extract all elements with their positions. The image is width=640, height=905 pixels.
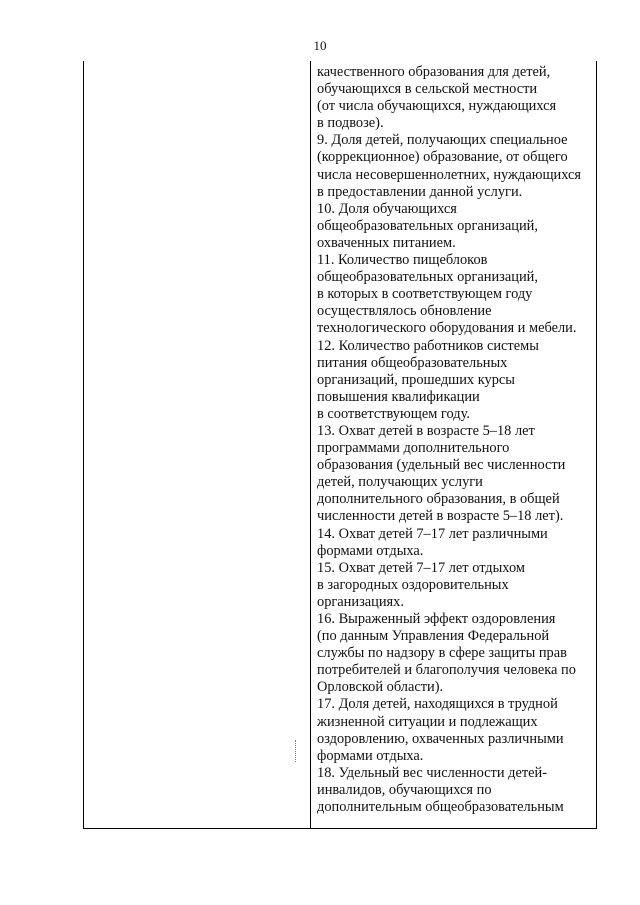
indicator-text-line: в которых в соответствующем году (317, 286, 533, 303)
indicator-text-line: общеобразовательных организаций, (317, 269, 538, 286)
page-number: 10 (313, 38, 327, 53)
indicator-text-line: питания общеобразовательных (317, 354, 508, 371)
scan-artifact-mark (295, 740, 296, 762)
indicator-text-line: 14. Охват детей 7–17 лет различными (317, 525, 548, 542)
indicator-text-line: 16. Выраженный эффект оздоровления (317, 611, 556, 627)
indicator-text-line: инвалидов, обучающихся по (317, 781, 492, 798)
indicator-text-line: общеобразовательных организаций, (317, 217, 538, 234)
indicator-text-line: службы по надзору в сфере защиты прав (317, 645, 567, 662)
indicator-text-line: 11. Количество пищеблоков (317, 252, 488, 269)
indicator-text-line: (от числа обучающихся, нуждающихся (317, 98, 557, 115)
indicator-text-line: организаций, прошедших курсы (317, 371, 515, 388)
column-divider (310, 61, 311, 828)
indicator-text-line: 9. Доля детей, получающих специальное (317, 132, 568, 149)
table-left-cell (84, 61, 310, 828)
indicator-text-line: 10. Доля обучающихся (317, 200, 457, 217)
indicator-text-line: программами дополнительного (317, 440, 510, 457)
indicator-text-line: формами отдыха. (317, 747, 424, 764)
indicator-text-line: детей, получающих услуги (317, 474, 483, 491)
indicator-text-line: 17. Доля детей, находящихся в трудной (317, 696, 558, 713)
indicator-text-line: 12. Количество работников системы (317, 337, 539, 354)
indicator-text-line: жизненной ситуации и подлежащих (317, 713, 538, 730)
indicator-text-line: потребителей и благополучия человека по (317, 662, 576, 679)
indicator-text-line: Орловской области). (317, 679, 444, 696)
indicator-text-line: числа несовершеннолетних, нуждающихся (317, 166, 582, 183)
indicator-text-line: в соответствующем году. (317, 405, 470, 422)
indicator-text-line: оздоровлению, охваченных различными (317, 730, 564, 747)
indicator-text-line: повышения квалификации (317, 388, 480, 405)
indicator-text-line: осуществлялось обновление (317, 303, 492, 320)
indicator-text-line: численности детей в возрасте 5–18 лет). (317, 508, 564, 525)
indicator-text-line: обучающихся в сельской местности (317, 81, 538, 98)
indicator-text-line: (по данным Управления Федеральной (317, 628, 550, 645)
table-right-cell (317, 64, 593, 816)
indicator-text-line: 13. Охват детей в возрасте 5–18 лет (317, 422, 535, 439)
indicator-text-line: дополнительного образования, в общей (317, 491, 560, 508)
indicator-text-line: 15. Охват детей 7–17 лет отдыхом (317, 559, 525, 576)
indicator-text-line: технологического оборудования и мебели. (317, 320, 577, 337)
indicator-text-line: в подвозе). (317, 115, 384, 132)
indicator-text-line: образования (удельный вес численности (317, 457, 566, 474)
indicators-table (83, 61, 597, 829)
indicator-text-line: в загородных оздоровительных (317, 576, 509, 593)
indicator-text-line: организациях. (317, 593, 404, 610)
indicator-text-line: охваченных питанием. (317, 234, 456, 251)
indicator-text-line: 18. Удельный вес численности детей- (317, 764, 548, 781)
indicator-text-line: качественного образования для детей, (317, 64, 551, 80)
indicator-text-line: (коррекционное) образование, от общего (317, 149, 568, 166)
indicator-text-line: формами отдыха. (317, 542, 424, 559)
indicator-text-line: в предоставлении данной услуги. (317, 183, 523, 200)
indicator-text-line: дополнительным общеобразовательным (317, 799, 564, 816)
